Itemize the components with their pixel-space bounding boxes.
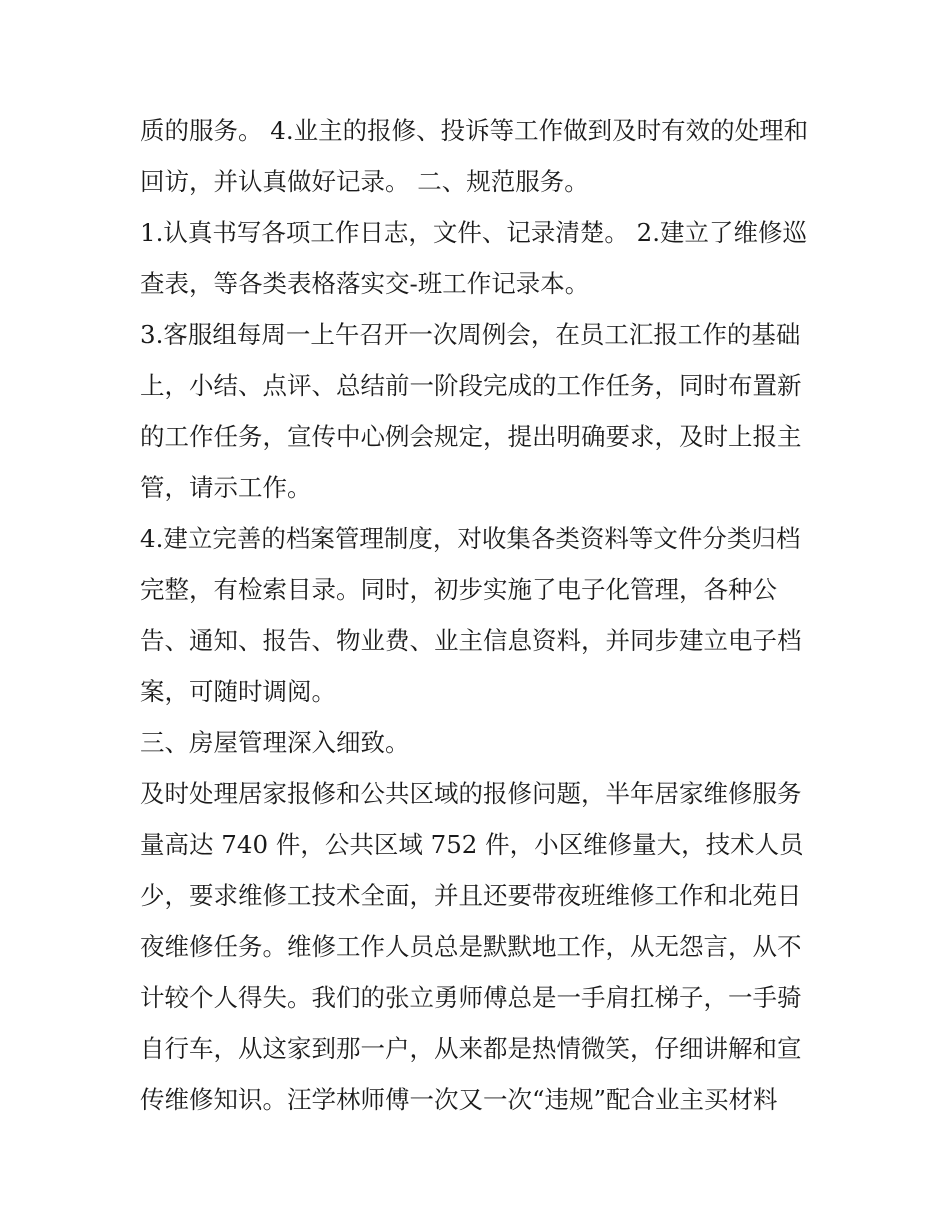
text-line: 告、通知、报告、物业费、业主信息资料，并同步建立电子档: [140, 626, 802, 655]
text-line: 量高达 740 件，公共区域 752 件，小区维修量大，技术人员: [140, 830, 804, 859]
text-line: 案，可随时调阅。: [140, 677, 336, 706]
text-line: 的工作任务，宣传中心例会规定，提出明确要求，及时上报主: [140, 422, 802, 451]
text-line: 1.认真书写各项工作日志，文件、记录清楚。 2.建立了维修巡: [140, 218, 808, 247]
text-line: 管，请示工作。: [140, 473, 312, 502]
text-line: 回访，并认真做好记录。 二、规范服务。: [140, 167, 589, 196]
text-line: 及时处理居家报修和公共区域的报修问题，半年居家维修服务: [140, 779, 802, 808]
text-line: 三、房屋管理深入细致。: [140, 728, 410, 757]
text-line: 质的服务。 4.业主的报修、投诉等工作做到及时有效的处理和: [140, 116, 809, 145]
text-line: 4.建立完善的档案管理制度，对收集各类资料等文件分类归档: [140, 524, 801, 553]
text-line: 计较个人得失。我们的张立勇师傅总是一手肩扛梯子，一手骑: [140, 983, 802, 1012]
text-line: 上，小结、点评、总结前一阶段完成的工作任务，同时布置新: [140, 371, 802, 400]
text-line: 夜维修任务。维修工作人员总是默默地工作，从无怨言，从不: [140, 932, 802, 961]
text-line: 传维修知识。汪学林师傅一次又一次“违规”配合业主买材料: [140, 1085, 778, 1114]
text-line: 自行车，从这家到那一户，从来都是热情微笑，仔细讲解和宣: [140, 1034, 802, 1063]
body-text: [140, 105, 820, 1125]
text-line: 查表，等各类表格落实交-班工作记录本。: [140, 269, 590, 298]
text-line: 完整，有检索目录。同时，初步实施了电子化管理，各种公: [140, 575, 777, 604]
text-line: 少，要求维修工技术全面，并且还要带夜班维修工作和北苑日: [140, 881, 802, 910]
text-line: 3.客服组每周一上午召开一次周例会，在员工汇报工作的基础: [140, 320, 801, 349]
